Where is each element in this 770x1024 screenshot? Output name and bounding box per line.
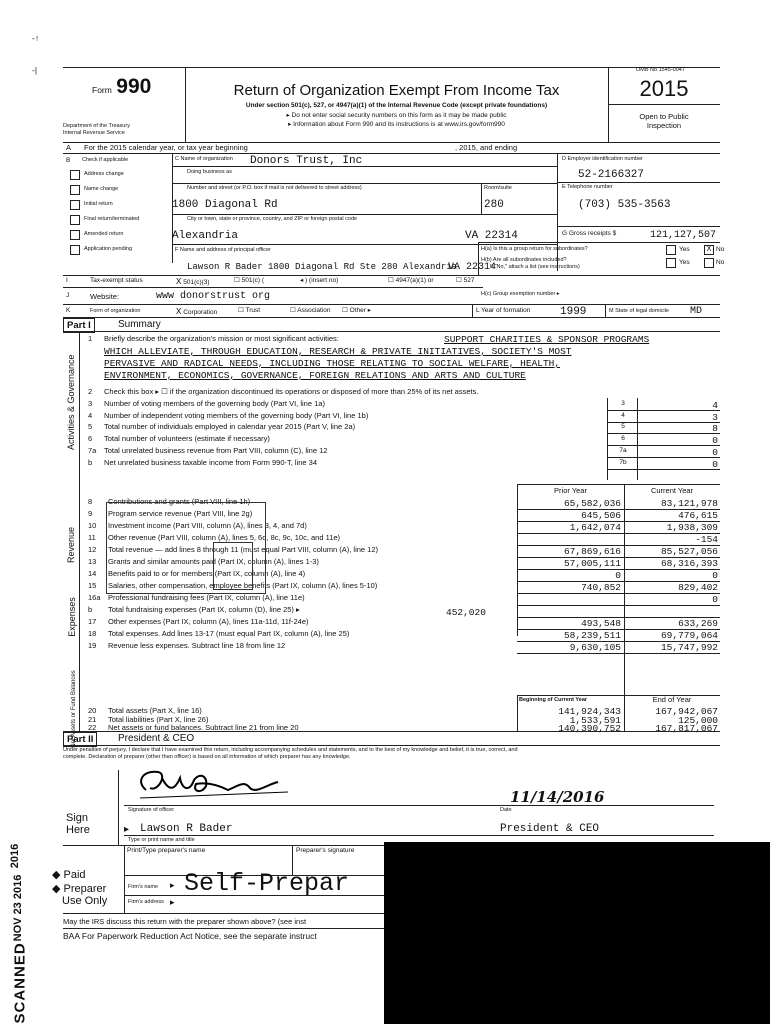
prior-year-value: 740,852 xyxy=(581,582,621,593)
prep-sig-label: Preparer's signature xyxy=(296,847,355,854)
org-assoc: ☐ Association xyxy=(290,307,331,314)
here-label: Here xyxy=(66,824,90,836)
line-label: Check this box ▸ ☐ if the organization discontinued its operations or disposed of more than 25% of its net assets. xyxy=(104,387,479,396)
current-year-value: 83,121,978 xyxy=(660,498,718,509)
line-number: 21 xyxy=(88,714,97,724)
ein: 52-2166327 xyxy=(578,169,645,181)
self-prepared: Self-Prepar xyxy=(184,869,350,898)
tax-exempt-label: Tax-exempt status xyxy=(90,277,143,284)
line-box-ref: 7a xyxy=(619,447,627,454)
current-year-value: 476,615 xyxy=(678,510,718,521)
line-label: Total number of individuals employed in calendar year 2015 (Part V, line 2a) xyxy=(104,422,356,432)
eoy-value: 167,817,067 xyxy=(655,723,718,734)
status-501c3: X 501(c)(3) xyxy=(176,277,210,287)
line-value: 3 xyxy=(712,411,718,423)
line-label: Net assets or fund balances. Subtract line 21 from line 20 xyxy=(108,723,299,732)
box-b-item-label: Initial return xyxy=(84,201,113,207)
line-value: 8 xyxy=(712,423,718,435)
room-suite: 280 xyxy=(484,199,504,211)
line-label: Total fundraising expenses (Part IX, column (D), line 25) ▸ xyxy=(108,605,300,614)
box-b-tag: B xyxy=(66,157,71,164)
inspection: Inspection xyxy=(646,121,682,130)
current-year-value: 69,779,064 xyxy=(660,630,718,641)
status-4947: ☐ 4947(a)(1) or xyxy=(388,277,434,284)
current-year-value: 68,316,393 xyxy=(660,558,718,569)
line-label: Grants and similar amounts paid (Part IX, column (A), lines 1-3) xyxy=(108,557,319,566)
omb-number: OMB No 1545-0047 xyxy=(636,67,685,73)
prior-year-value: 67,869,616 xyxy=(563,546,621,557)
line-number: 22 xyxy=(88,723,97,732)
row-k-tag: K xyxy=(66,307,71,314)
line-a-label: For the 2015 calendar year, or tax year beginning xyxy=(84,143,248,152)
eoy-value: 167,942,067 xyxy=(655,706,718,717)
current-year-head: Current Year xyxy=(650,486,694,495)
website-url: www donorstrust org xyxy=(156,291,271,302)
line-number: 15 xyxy=(88,581,97,590)
status-501c: ☐ 501(c) ( xyxy=(234,277,265,284)
use-only-label: Use Only xyxy=(62,895,108,907)
side-revenue: Revenue xyxy=(66,526,76,564)
perjury-statement: Under penalties of perjury, I declare that I have examined this return, including accompanying schedules and statements, and to the best of my knowledge and belief, it is true, correct, and xyxy=(63,747,518,753)
boy-value: 141,924,343 xyxy=(558,706,621,717)
line-label: Total revenue — add lines 8 through 11 (must equal Part VIII, column (A), line 12) xyxy=(108,545,378,554)
name-title-label: Type or print name and title xyxy=(128,837,195,843)
mission-line: WHICH ALLEVIATE, THROUGH EDUCATION, RESEARCH & PRIVATE INITIATIVES, SOCIETY'S MOST xyxy=(104,346,572,357)
current-year-value: 829,402 xyxy=(678,582,718,593)
line-number: 14 xyxy=(88,569,97,578)
box-b-checkbox[interactable] xyxy=(70,170,80,180)
line-number: 9 xyxy=(88,509,93,518)
state-zip: VA 22314 xyxy=(465,230,518,242)
street-address: 1800 Diagonal Rd xyxy=(172,199,278,211)
line-label: Other expenses (Part IX, column (A), lines 11a-11d, 11f-24e) xyxy=(108,617,309,626)
margin-year-stamp: 2016 xyxy=(9,843,21,869)
org-trust: ☐ Trust xyxy=(238,307,261,314)
line-number: b xyxy=(88,457,93,467)
gross-receipts: 121,127,507 xyxy=(650,230,717,241)
part2-tag: Part II xyxy=(63,732,97,747)
box-b-checkbox[interactable] xyxy=(70,200,80,210)
line-number: 18 xyxy=(88,629,97,638)
signature-date: 11/14/2016 xyxy=(510,788,605,806)
line-number: 5 xyxy=(88,422,93,432)
preparer-declaration: complete. Declaration of preparer (other than officer) is based on all information of which preparer has any knowledge. xyxy=(63,754,351,760)
line-number: 3 xyxy=(88,398,93,408)
prep-name-label: Print/Type preparer's name xyxy=(127,847,206,854)
row-rule xyxy=(607,469,720,470)
side-activities: Activities & Governance xyxy=(66,354,76,450)
line-label: Total unrelated business revenue from Part VIII, column (C), line 12 xyxy=(104,446,328,455)
date-label: Date xyxy=(500,807,512,813)
prior-year-value: 0 xyxy=(615,570,621,581)
line-number: 4 xyxy=(88,410,93,420)
phone-label: E Telephone number xyxy=(562,184,613,190)
box-b-item-label: Final return/terminated xyxy=(84,216,140,222)
line-number: 17 xyxy=(88,617,97,626)
subordinates-note: If "No," attach a list (see instructions) xyxy=(490,264,580,270)
officer-zip: VA 22314 xyxy=(448,262,497,273)
prior-year-value: 493,548 xyxy=(581,618,621,629)
group-return-q: H(a) Is this a group return for subordinates? xyxy=(481,246,588,252)
name-arrow: ▸ xyxy=(124,824,130,835)
line-number: 2 xyxy=(88,387,93,396)
prior-year-value: 65,582,036 xyxy=(563,498,621,509)
officer-name: Lawson R Bader 1800 Diagonal Rd Ste 280 Alexandria xyxy=(187,262,458,272)
preparer-label: ◆ Preparer xyxy=(52,883,107,895)
boy-value: 1,533,591 xyxy=(569,714,621,726)
boy-value: 140,390,752 xyxy=(558,723,621,734)
line-a-mid: , 2015, and ending xyxy=(455,143,518,152)
handwritten-box xyxy=(213,542,253,590)
line-a-tag: A xyxy=(66,143,72,152)
ssn-note: ▸ Do not enter social security numbers on this form as it may be made public xyxy=(286,112,507,119)
line-label: Total expenses. Add lines 13-17 (must equal Part IX, column (A), line 25) xyxy=(108,629,350,638)
line-value: 0 xyxy=(712,435,718,447)
phone: (703) 535-3563 xyxy=(578,199,671,211)
mission-line: PERVASIVE AND RADICAL NEEDS, INCLUDING THOSE RELATING TO SOCIAL WELFARE, HEALTH, xyxy=(104,358,561,369)
prior-year-head: Prior Year xyxy=(554,486,587,495)
group-exemption-label: H(c) Group exemption number ▸ xyxy=(481,291,560,297)
part2-title: President & CEO xyxy=(118,733,195,744)
open-public: Open to Public xyxy=(639,112,689,121)
line-box-ref: 5 xyxy=(621,423,625,431)
line-number: 19 xyxy=(88,641,97,650)
received-date-stamp: NOV 23 2016 xyxy=(12,874,24,942)
hb-no-label: No xyxy=(716,259,725,266)
line-number: 11 xyxy=(88,533,96,542)
irs-discuss: May the IRS discuss this return with the preparer shown above? (see inst xyxy=(63,917,307,926)
org-name: Donors Trust, Inc xyxy=(250,155,363,167)
street-label: Number and street (or P.O. box if mail is not delivered to street address) xyxy=(187,185,362,191)
hb-no-checkbox[interactable] xyxy=(704,258,714,268)
line-label: Net unrelated business taxable income from Form 990-T, line 34 xyxy=(104,457,318,467)
firm-address-arrow: ▸ xyxy=(170,897,175,907)
current-year-value: 0 xyxy=(712,570,718,581)
officer-label: F Name and address of principal officer xyxy=(175,247,271,253)
officer-signature xyxy=(128,762,308,804)
org-name-label: C Name of organization xyxy=(175,156,233,162)
line-number: 20 xyxy=(88,706,97,715)
line1-num: 1 xyxy=(88,334,93,343)
ein-label: D Employer identification number xyxy=(562,156,644,162)
firm-name-label: Firm's name xyxy=(128,884,159,890)
part1-title: Summary xyxy=(118,319,161,330)
line-label: Benefits paid to or for members (Part IX, column (A), line 4) xyxy=(108,569,306,578)
row-j-tag: J xyxy=(66,292,70,299)
gross-label: G Gross receipts $ xyxy=(562,230,617,237)
stray-mark: -| xyxy=(32,65,38,75)
box-b-checkbox[interactable] xyxy=(70,245,80,255)
info-note: ▸ Information about Form 990 and its instructions is at www.irs.gov/form990 xyxy=(288,121,505,128)
form-number: Form 990 xyxy=(92,75,152,98)
box-b-item-label: Application pending xyxy=(84,246,133,252)
baa-notice: BAA For Paperwork Reduction Act Notice, see the separate instruct xyxy=(63,931,317,941)
dba-label: Doing business as xyxy=(187,169,232,175)
prior-year-value: 645,506 xyxy=(581,510,621,521)
line-number: b xyxy=(88,605,93,614)
ha-yes-checkbox[interactable] xyxy=(666,245,676,255)
row-i-tag: I xyxy=(66,277,68,284)
eoy-value: 125,000 xyxy=(678,714,718,726)
row-rule xyxy=(517,653,720,654)
box-b-checkbox[interactable] xyxy=(70,215,80,225)
line-label: Total liabilities (Part X, line 26) xyxy=(108,714,209,724)
line-value: 0 xyxy=(712,458,718,470)
ha-yes-label: Yes xyxy=(679,246,690,253)
firm-address-label: Firm's address xyxy=(128,899,164,905)
line-label: Investment income (Part VIII, column (A), lines 3, 4, and 7d) xyxy=(108,521,307,530)
line-box-ref: 7b xyxy=(619,458,627,466)
mission-line: ENVIRONMENT, ECONOMICS, GOVERNANCE, FOREIGN RELATIONS AND ARTS AND CULTURE xyxy=(104,370,526,381)
box-b-item-label: Amended return xyxy=(84,231,124,237)
form-title: Return of Organization Exempt From Income Tax xyxy=(233,82,560,99)
line-box-ref: 6 xyxy=(621,435,625,443)
current-year-value: 85,527,056 xyxy=(660,546,718,557)
ha-no-checkbox[interactable]: X xyxy=(704,245,714,255)
prior-year-value: 58,239,511 xyxy=(563,630,621,641)
line-label: Program service revenue (Part VIII, line 2g) xyxy=(108,509,253,518)
line-label: Total assets (Part X, line 16) xyxy=(108,706,202,715)
box-b-checkbox[interactable] xyxy=(70,230,80,240)
box-b-checkbox[interactable] xyxy=(70,185,80,195)
signature-label: Signature of officer xyxy=(128,807,175,813)
line-label: Professional fundraising fees (Part IX, column (A), line 11e) xyxy=(108,593,305,602)
room-label: Room/suite xyxy=(484,185,512,191)
current-year-value: -154 xyxy=(695,534,718,545)
line-number: 12 xyxy=(88,545,97,554)
prior-year-value: 1,642,074 xyxy=(569,522,621,533)
line-label: Revenue less expenses. Subtract line 18 from line 12 xyxy=(108,641,286,650)
domicile-label: M State of legal domicile xyxy=(609,308,669,314)
line-number: 10 xyxy=(88,521,97,530)
mission-line: SUPPORT CHARITIES & SPONSOR PROGRAMS xyxy=(444,334,650,345)
scanned-stamp: SCANNED xyxy=(11,942,29,1024)
stray-mark: -↑ xyxy=(32,33,40,43)
current-year-value: 633,269 xyxy=(678,618,718,629)
current-year-value: 1,938,309 xyxy=(666,522,718,533)
line-label: Contributions and grants (Part VIII, line 1h) xyxy=(108,497,251,506)
hb-yes-label: Yes xyxy=(679,259,690,266)
line-box-ref: 4 xyxy=(621,411,625,419)
line-label: Total number of volunteers (estimate if necessary) xyxy=(104,434,270,444)
paid-label: ◆ Paid xyxy=(52,869,86,881)
current-year-value: 15,747,992 xyxy=(660,642,718,653)
org-corp: X Corporation xyxy=(176,307,218,317)
part1-tag: Part I xyxy=(63,318,95,333)
line-value: 0 xyxy=(712,447,718,458)
side-net-assets: Net Assets or Fund Balances xyxy=(71,670,77,748)
org-other: ☐ Other ▸ xyxy=(342,307,371,314)
line-number: 8 xyxy=(88,497,93,506)
line-value: 4 xyxy=(712,399,718,411)
line-label: Other revenue (Part VIII, column (A), lines 5, 6d, 8c, 9c, 10c, and 11e) xyxy=(108,533,341,542)
line-number: 16a xyxy=(88,593,101,602)
officer-printed-name: Lawson R Bader xyxy=(140,823,233,835)
line-label: Number of independent voting members of the governing body (Part VI, line 1b) xyxy=(104,410,369,420)
irs-label: Internal Revenue Service xyxy=(63,130,125,136)
tax-year: 2015 xyxy=(639,76,689,101)
side-expenses: Expenses xyxy=(67,597,77,637)
prior-year-value: 57,005,111 xyxy=(563,558,621,569)
line-label: Number of voting members of the governing body (Part VI, line 1a) xyxy=(104,398,325,408)
sign-label: Sign xyxy=(66,812,89,824)
line-box-ref: 3 xyxy=(621,399,625,407)
year-formed: 1999 xyxy=(560,306,587,318)
prior-year-value: 9,630,105 xyxy=(569,642,621,653)
status-527: ☐ 527 xyxy=(456,277,475,284)
city: Alexandria xyxy=(172,230,239,242)
line-number: 6 xyxy=(88,434,93,444)
redaction-block xyxy=(384,842,770,1024)
current-year-value: 0 xyxy=(712,594,718,605)
line-label: Salaries, other compensation, employee benefits (Part IX, column (A), lines 5-10) xyxy=(108,581,378,590)
fundraising-amount: 452,020 xyxy=(446,607,486,618)
domicile-state: MD xyxy=(690,306,703,317)
officer-title: President & CEO xyxy=(500,823,600,835)
box-b-item-label: Address change xyxy=(84,171,124,177)
boy-head: Beginning of Current Year xyxy=(519,697,588,703)
eoy-head: End of Year xyxy=(652,695,692,704)
dept-treasury: Department of the Treasury xyxy=(63,123,130,129)
box-b-label: Check if applicable xyxy=(82,157,129,163)
year-formed-label: L Year of formation xyxy=(476,307,531,314)
hb-yes-checkbox[interactable] xyxy=(666,258,676,268)
subordinates-q: H(b) Are all subordinates included? xyxy=(481,257,567,263)
row-rule xyxy=(517,605,720,606)
firm-name-arrow: ▸ xyxy=(170,880,175,890)
city-label: City or town, state or province, country, and ZIP or foreign postal code xyxy=(187,216,358,222)
status-insert: ◂ ) (insert no) xyxy=(300,277,339,284)
line-number: 7a xyxy=(88,446,97,455)
form-org-label: Form of organization xyxy=(90,308,141,314)
website-label: Website: xyxy=(90,292,120,301)
ha-no-label: No xyxy=(716,246,725,253)
form-subtitle: Under section 501(c), 527, or 4947(a)(1) of the Internal Revenue Code (except private foundations) xyxy=(245,102,548,109)
line1-label: Briefly describe the organization's mission or most significant activities: xyxy=(104,334,339,343)
line-number: 13 xyxy=(88,557,97,566)
box-b-item-label: Name change xyxy=(84,186,119,192)
